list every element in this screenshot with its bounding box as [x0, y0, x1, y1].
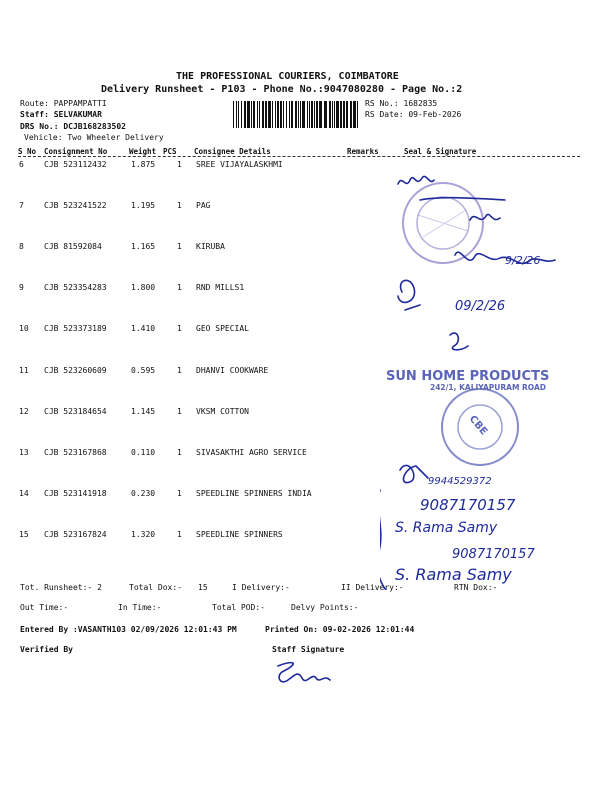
vehicle-label: Vehicle: Two Wheeler Delivery [24, 133, 164, 142]
row-sno: 6 [19, 160, 24, 169]
drs-label: DRS No.: DCJB168283502 [20, 122, 126, 131]
row-pcs: 1 [177, 242, 182, 252]
handwritten-phone-3: 9087170157 [452, 547, 535, 562]
row-consignment-no: CJB 523354283 [44, 283, 107, 293]
sun-home-address: 242/1, KALIYAPURAM ROAD [430, 383, 546, 392]
row-sno: 7 [19, 201, 24, 211]
row-consignee: SREE VIJAYALASKHMI [196, 160, 283, 169]
staff-signature-label: Staff Signature [272, 645, 345, 654]
row-pcs: 1 [177, 529, 182, 539]
header-divider [18, 156, 580, 157]
row-consignment-no: CJB 523260609 [44, 365, 107, 375]
row-weight: 0.110 [131, 447, 156, 457]
row-sno: 13 [19, 447, 29, 457]
row-consignee: SIVASAKTHI AGRO SERVICE [196, 447, 307, 457]
row-sno: 9 [19, 283, 24, 293]
row-pcs: 1 [177, 406, 182, 416]
col-consignee: Consignee Details [194, 147, 271, 156]
handwritten-date-2: 09/2/26 [455, 299, 506, 314]
handwritten-phone-1: 9944529372 [428, 476, 492, 487]
row-consignment-no: CJB 523241522 [44, 201, 107, 211]
staff-signature-scribble [272, 658, 342, 692]
row-weight: 1.410 [131, 324, 156, 334]
row-consignment-no: CJB 523141918 [44, 488, 107, 498]
row-consignment-no: CJB 81592084 [44, 242, 102, 252]
col-sno: S No [18, 147, 37, 156]
col-remarks: Remarks [347, 147, 379, 156]
rs-no-label: RS No.: 1682835 [365, 99, 438, 108]
runsheet-title: Delivery Runsheet - P103 - Phone No.:9047080280 - Page No.:2 [101, 84, 463, 95]
row-sno: 10 [19, 324, 29, 334]
row-weight: 1.800 [131, 283, 156, 293]
handwritten-signatures [380, 160, 590, 590]
row-consignee: PAG [196, 201, 211, 211]
row-pcs: 1 [177, 324, 182, 334]
row-pcs: 1 [177, 365, 182, 375]
company-title: THE PROFESSIONAL COURIERS, COIMBATORE [176, 71, 399, 82]
row-consignment-no: CJB 523167868 [44, 447, 107, 457]
handwritten-date-1: 9/2/26 [505, 254, 541, 267]
col-weight: Weight [129, 147, 157, 156]
cbe-stamp-text: CBE [466, 413, 490, 438]
row-pcs: 1 [177, 447, 182, 457]
row-consignment-no: CJB 523112432 [44, 160, 107, 169]
sun-home-stamp: SUN HOME PRODUCTS [386, 369, 550, 384]
out-time: Out Time:- [20, 603, 69, 612]
staff-label: Staff: SELVAKUMAR [20, 110, 102, 119]
row-weight: 1.145 [131, 406, 156, 416]
row-sno: 12 [19, 406, 29, 416]
row-consignee: SPEEDLINE SPINNERS INDIA [196, 488, 312, 498]
row-sno: 14 [19, 488, 29, 498]
row-weight: 1.875 [131, 160, 156, 169]
row-sno: 11 [19, 365, 29, 375]
row-pcs: 1 [177, 283, 182, 293]
entered-by: Entered By :VASANTH103 02/09/2026 12:01:43 PM [20, 625, 237, 634]
row-pcs: 1 [177, 201, 182, 211]
row-weight: 0.230 [131, 488, 156, 498]
row-weight: 1.320 [131, 529, 156, 539]
col-seal: Seal & Signature [404, 147, 477, 156]
total-dox-label: Total Dox:- [129, 583, 182, 592]
delvy-points: Delvy Points:- [291, 603, 359, 612]
row-consignee: SPEEDLINE SPINNERS [196, 529, 283, 539]
row-consignee: GEO SPECIAL [196, 324, 249, 334]
handwritten-name-1: S. Rama Samy [395, 520, 498, 536]
total-pod: Total POD:- [212, 603, 265, 612]
col-consignment: Consignment No [44, 147, 108, 156]
row-consignee: VKSM COTTON [196, 406, 249, 416]
row-consignee: DHANVI COOKWARE [196, 365, 269, 375]
row-consignment-no: CJB 523167824 [44, 529, 107, 539]
col-pcs: PCS [163, 147, 177, 156]
row-consignment-no: CJB 523184654 [44, 406, 107, 416]
row-sno: 8 [19, 242, 24, 252]
row-consignment-no: CJB 523373189 [44, 324, 107, 334]
row-consignee: KIRUBA [196, 242, 225, 252]
in-time: In Time:- [118, 603, 162, 612]
row-weight: 1.195 [131, 201, 156, 211]
i-delivery: I Delivery:- [232, 583, 290, 592]
row-weight: 0.595 [131, 365, 156, 375]
printed-on: Printed On: 09-02-2026 12:01:44 [265, 625, 415, 634]
row-pcs: 1 [177, 488, 182, 498]
handwritten-name-2: S. Rama Samy [395, 565, 512, 584]
row-sno: 15 [19, 529, 29, 539]
tot-runsheet: Tot. Runsheet:- 2 [20, 583, 102, 592]
row-weight: 1.165 [131, 242, 156, 252]
ii-delivery: II Delivery:- [341, 583, 404, 592]
route-label: Route: PAPPAMPATTI [20, 99, 107, 108]
row-pcs: 1 [177, 160, 182, 169]
row-consignee: RND MILLS1 [196, 283, 245, 293]
verified-by: Verified By [20, 645, 73, 654]
rtn-dox: RTN Dox:- [454, 583, 498, 592]
total-dox-value: 15 [198, 583, 208, 592]
rs-date-label: RS Date: 09-Feb-2026 [365, 110, 462, 119]
handwritten-phone-2: 9087170157 [420, 496, 516, 514]
barcode [233, 101, 361, 128]
